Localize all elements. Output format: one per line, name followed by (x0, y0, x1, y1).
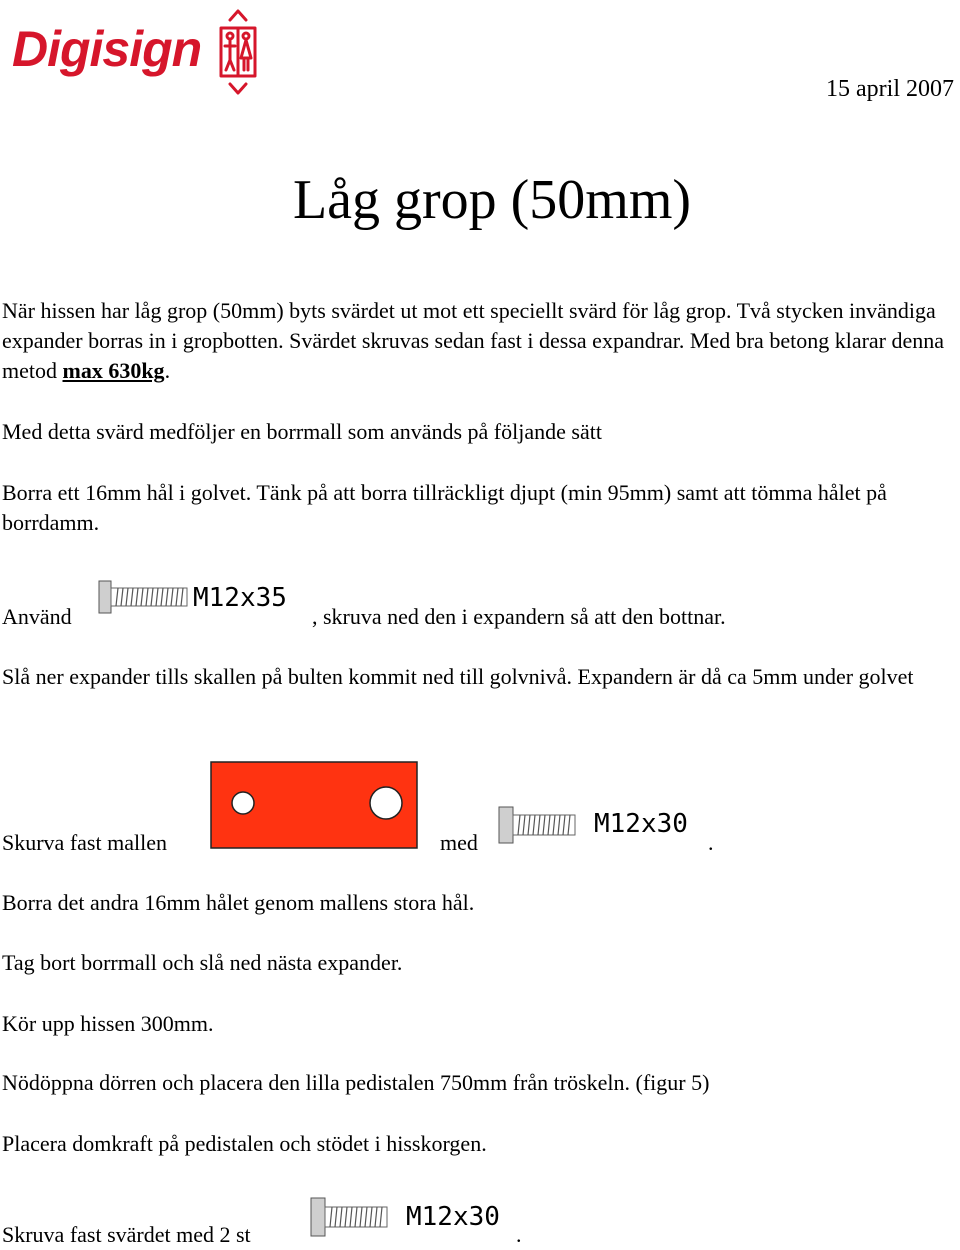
screw-m12x30-icon (498, 806, 578, 844)
fasten-template-middle: med (440, 830, 478, 855)
page-title: Låg grop (50mm) (292, 169, 692, 231)
intro-text-end: . (164, 358, 171, 383)
raise-lift-paragraph: Kör upp hissen 300mm. (2, 1011, 214, 1036)
drill-template-plate (210, 761, 418, 849)
fasten-sword-suffix: . (516, 1222, 522, 1247)
max-load-emphasis: max 630kg (62, 358, 165, 383)
open-door-paragraph: Nödöppna dörren och placera den lilla pedistalen 750mm från tröskeln. (figur 5) (2, 1070, 710, 1095)
drill-first-paragraph: Borra ett 16mm hål i golvet. Tänk på att borra tillräckligt djupt (min 95mm) samt att tömma hålet på borrdamm. (2, 480, 887, 535)
intro-text: När hissen har låg grop (50mm) byts svärdet ut mot ett speciellt svärd för låg grop. Två stycken invändiga expander borras in i gropbotten. Svärdet skruvas sedan fast i dessa expandrar. Med bra betong klarar denna metod (2, 298, 945, 383)
fasten-template-suffix: . (708, 830, 714, 855)
place-jack-paragraph: Placera domkraft på pedistalen och stödet i hisskorgen. (2, 1131, 487, 1156)
screw-m12x30-second-label: M12x30 (406, 1202, 500, 1232)
hammer-down-paragraph: Slå ner expander tills skallen på bulten kommit ned till golvnivå. Expandern är då ca 5mm under golvet (2, 664, 914, 689)
logo-text: Digisign (12, 21, 202, 77)
screw-m12x35-label: M12x35 (193, 583, 287, 613)
brand-logo (12, 8, 261, 96)
elevator-people-icon (215, 8, 261, 96)
intro-paragraph (2, 296, 958, 386)
template-info-paragraph: Med detta svärd medföljer en borrmall som används på följande sätt (2, 419, 602, 444)
screw-m12x35-icon (98, 580, 190, 614)
drill-second-paragraph: Borra det andra 16mm hålet genom mallens stora hål. (2, 890, 475, 915)
fasten-sword-prefix: Skruva fast svärdet med 2 st (2, 1222, 251, 1247)
use-step-suffix: , skruva ned den i expandern så att den bottnar. (312, 604, 726, 629)
fasten-template-prefix: Skurva fast mallen (2, 830, 167, 855)
screw-m12x30-second-icon (310, 1197, 390, 1237)
remove-template-paragraph: Tag bort borrmall och slå ned nästa expander. (2, 950, 403, 975)
document-date: 15 april 2007 (826, 76, 954, 102)
use-step-prefix: Använd (2, 604, 72, 629)
screw-m12x30-label: M12x30 (594, 809, 688, 839)
